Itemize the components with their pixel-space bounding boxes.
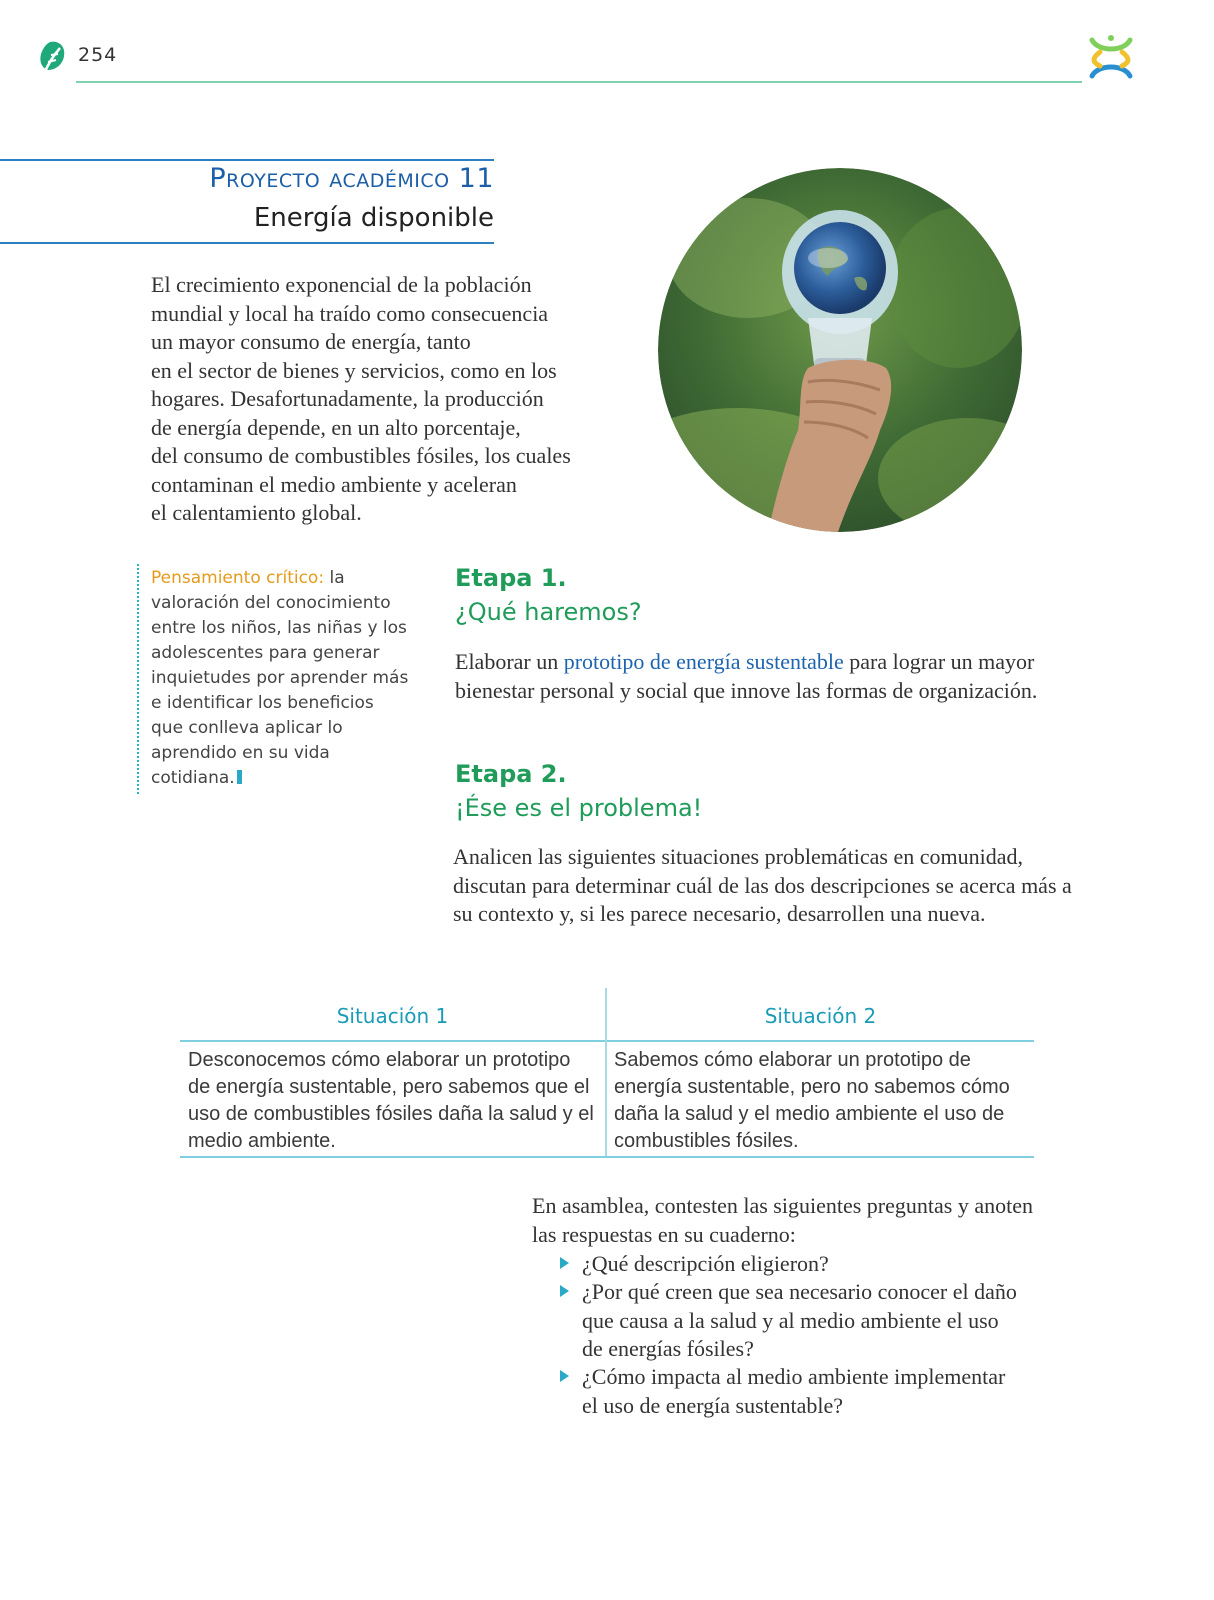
table-cell-situacion-2: Sabemos cómo elaborar un prototipo de energía sustentable, pero no sabemos cómo daña la salud y el medio ambiente el uso de combustibles fósiles. [614, 1049, 1010, 1152]
intro-line: del consumo de combustibles fósiles, los cuales [151, 443, 571, 468]
stage1-title: Etapa 1. [455, 564, 567, 592]
intro-line: un mayor consumo de energía, tanto [151, 329, 471, 354]
intro-paragraph [151, 271, 601, 528]
bullet-triangle-icon [560, 1285, 569, 1297]
stage2-paragraph: Analicen las siguientes situaciones problemáticas en comunidad, discutan para determinar cuál de las dos descripciones se acerca más a su contexto y, si les parece necesario, desarrollen una nueva. [453, 844, 1072, 926]
intro-line: El crecimiento exponencial de la población [151, 272, 532, 297]
note-border [137, 564, 139, 794]
intro-line: hogares. Desafortunadamente, la producción [151, 386, 544, 411]
note-end-marker [237, 770, 242, 784]
table-header-situacion-1: Situación 1 [336, 1004, 449, 1028]
intro-line: de energía depende, en un alto porcentaje, [151, 414, 521, 440]
stage1-text-before: Elaborar un [455, 649, 564, 674]
table-header-situacion-2: Situación 2 [764, 1004, 877, 1028]
note-text: la valoración del conocimiento entre los niños, las niñas y los adolescentes para generar inquietudes por aprender más e identificar los beneficios que conlleva aplicar lo aprendido en su vida cotidiana. [151, 568, 409, 788]
title-rule-bottom [0, 242, 494, 244]
question-item: ¿Por qué creen que sea necesario conocer el daño que causa a la salud y al medio ambiente el uso de energías fósiles? [582, 1279, 1017, 1361]
table-footer-rule [180, 1156, 1034, 1158]
stage1-text-after: para lograr un mayor bienestar personal y social que innove las formas de organización. [455, 649, 1038, 703]
header-rule [76, 81, 1082, 83]
stage2-subtitle: ¡Ése es el problema! [455, 794, 703, 822]
bullet-triangle-icon [560, 1370, 569, 1382]
intro-line: mundial y local ha traído como consecuencia [151, 300, 549, 326]
table-header-rule [180, 1040, 1034, 1042]
question-item: ¿Qué descripción eligieron? [582, 1251, 829, 1276]
assembly-intro: En asamblea, contesten las siguientes preguntas y anoten las respuestas en su cuaderno: [532, 1193, 1033, 1247]
stage1-highlight: prototipo de energía sustentable [563, 649, 844, 674]
question-item: ¿Cómo impacta al medio ambiente implementar el uso de energía sustentable? [582, 1364, 1006, 1418]
note-label: Pensamiento crítico: [151, 568, 325, 588]
intro-line: contaminan el medio ambiente y aceleran [151, 471, 517, 497]
hero-photo-lightbulb-earth [658, 168, 1022, 532]
leaf-icon [36, 38, 68, 76]
brand-logo [1086, 32, 1136, 84]
stage1-subtitle: ¿Qué haremos? [455, 598, 642, 626]
critical-thinking-note [151, 566, 411, 791]
page-number: 254 [78, 44, 118, 66]
intro-line: en el sector de bienes y servicios, como en los [151, 357, 557, 383]
project-subtitle: Energía disponible [253, 203, 494, 233]
bullet-triangle-icon [560, 1257, 569, 1269]
intro-line: el calentamiento global. [151, 500, 362, 525]
table-cell-situacion-1: Desconocemos cómo elaborar un prototipo de energía sustentable, pero sabemos que el uso de combustibles fósiles daña la salud y el medio ambiente. [188, 1049, 594, 1152]
title-rule-top [0, 159, 494, 161]
stage1-paragraph [455, 648, 1065, 705]
stage2-title: Etapa 2. [455, 760, 567, 788]
project-title: Proyecto académico 11 [209, 163, 494, 194]
table-column-divider [605, 988, 607, 1156]
